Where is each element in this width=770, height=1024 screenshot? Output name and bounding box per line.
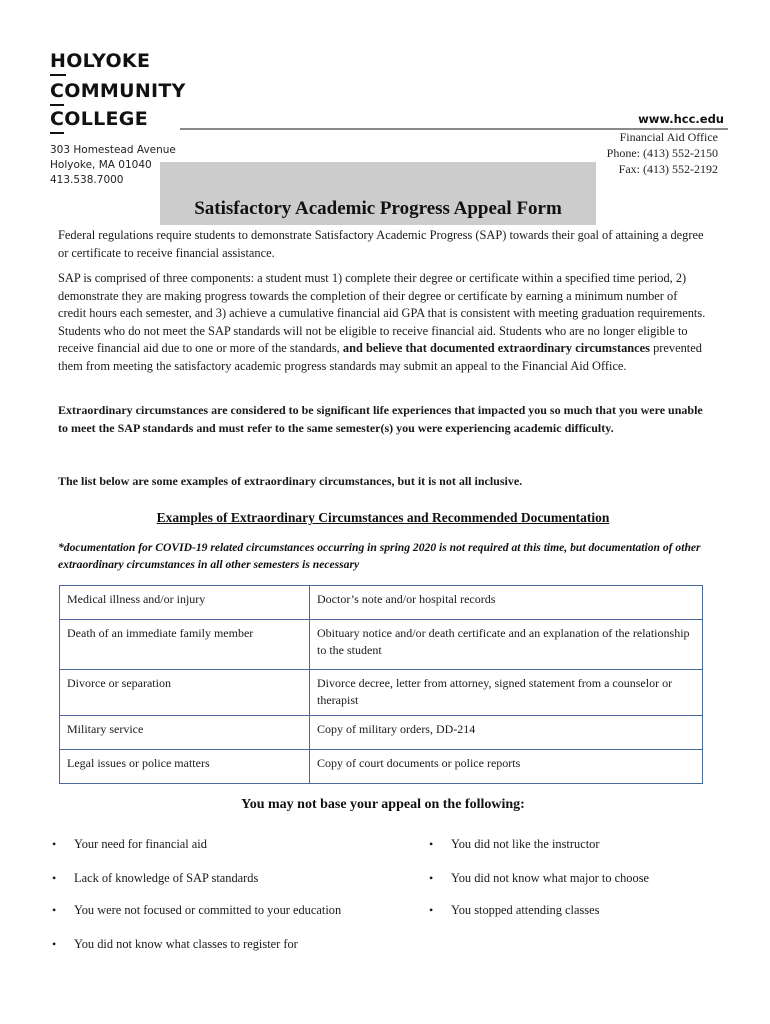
logo-initial: C bbox=[50, 80, 65, 102]
documentation-cell: Doctor’s note and/or hospital records bbox=[310, 586, 703, 620]
table-row bbox=[60, 620, 703, 670]
office-name: Financial Aid Office bbox=[619, 130, 718, 144]
intro-paragraph-4: The list below are some examples of extraordinary circumstances, but it is not all inclusive. bbox=[58, 474, 523, 488]
logo-line-holyoke bbox=[50, 50, 150, 72]
office-phone: Phone: (413) 552-2150 bbox=[606, 146, 718, 160]
intro-paragraph-1: Federal regulations require students to demonstrate Satisfactory Academic Progress (SAP) towards their goal of attaining a degree or certificate to receive financial assistance. bbox=[58, 228, 704, 260]
documentation-cell: Copy of military orders, DD-214 bbox=[310, 716, 703, 750]
bullet-icon: • bbox=[52, 871, 57, 885]
documentation-cell: Divorce decree, letter from attorney, signed statement from a counselor or therapist bbox=[310, 670, 703, 716]
list-item-text: You stopped attending classes bbox=[451, 903, 600, 917]
bullet-icon: • bbox=[429, 903, 434, 917]
list-item-text: You did not like the instructor bbox=[451, 837, 600, 851]
list-item-text: Lack of knowledge of SAP standards bbox=[74, 871, 259, 885]
bullet-icon: • bbox=[429, 837, 434, 851]
bullet-icon: • bbox=[52, 937, 57, 951]
list-item-text: Your need for financial aid bbox=[74, 837, 207, 851]
logo-text: OLLEGE bbox=[64, 108, 148, 130]
intro-p2-bold: and believe that documented extraordinary circumstances bbox=[342, 341, 650, 355]
examples-heading: Examples of Extraordinary Circumstances and Recommended Documentation bbox=[156, 510, 610, 525]
list-item-text: You did not know what major to choose bbox=[451, 871, 650, 885]
circumstance-cell: Death of an immediate family member bbox=[60, 620, 310, 670]
intro-paragraph-2 bbox=[58, 270, 708, 375]
not-allowed-heading: You may not base your appeal on the following: bbox=[241, 797, 525, 812]
list-item-text: You did not know what classes to register for bbox=[74, 937, 298, 951]
circumstance-cell: Medical illness and/or injury bbox=[60, 586, 310, 620]
address-street: 303 Homestead Avenue bbox=[50, 144, 176, 156]
examples-table bbox=[59, 585, 703, 784]
address-city: Holyoke, MA 01040 bbox=[50, 159, 152, 171]
logo-line-college bbox=[50, 108, 148, 130]
intro-p2-end: prevented them from meeting the satisfactory academic progress standards may submit an appeal to the Financial Aid Office. bbox=[58, 341, 702, 373]
intro-paragraph-3: Extraordinary circumstances are considered to be significant life experiences that impacted you so much that you were unable to meet the SAP standards and must refer to the same semester(s) you were experiencing academic difficulty. bbox=[58, 403, 703, 435]
documentation-cell: Copy of court documents or police reports bbox=[310, 750, 703, 784]
documentation-cell: Obituary notice and/or death certificate and an explanation of the relationship to the student bbox=[310, 620, 703, 670]
logo-line-community bbox=[50, 80, 186, 102]
table-row bbox=[60, 716, 703, 750]
logo-text: OMMUNITY bbox=[64, 80, 186, 102]
intro-p2-start: SAP is comprised of three components: a student must 1) complete their degree or certificate within a specified time period, 2) demonstrate they are making progress towards the completion of their degree or certificate by earning a minimum number of credit hours each semester, and 3) achieve a cumulative financial aid GPA that is consistent with meeting graduation requirements. Students who do not meet the SAP standards will not be eligible to receive financial aid. Students who are no longer eligible to receive financial aid due to one or more of the standards, bbox=[58, 271, 706, 355]
bullet-icon: • bbox=[52, 837, 57, 851]
logo-initial: C bbox=[50, 108, 65, 130]
address-phone: 413.538.7000 bbox=[50, 174, 124, 186]
bullet-icon: • bbox=[52, 903, 57, 917]
logo-text: OLYOKE bbox=[66, 50, 151, 72]
bullet-icon: • bbox=[429, 871, 434, 885]
covid-note: *documentation for COVID-19 related circumstances occurring in spring 2020 is not required at this time, but documentation of other extraordinary circumstances in all other semesters is necessary bbox=[58, 541, 701, 571]
logo-initial: H bbox=[50, 50, 67, 72]
page-title: Satisfactory Academic Progress Appeal Form bbox=[194, 198, 562, 219]
circumstance-cell: Divorce or separation bbox=[60, 670, 310, 716]
circumstance-cell: Legal issues or police matters bbox=[60, 750, 310, 784]
table-row bbox=[60, 670, 703, 716]
circumstance-cell: Military service bbox=[60, 716, 310, 750]
list-item-text: You were not focused or committed to your education bbox=[74, 903, 342, 917]
office-fax: Fax: (413) 552-2192 bbox=[618, 162, 718, 176]
table-row bbox=[60, 750, 703, 784]
table-row bbox=[60, 586, 703, 620]
website-link[interactable]: www.hcc.edu bbox=[638, 112, 724, 126]
